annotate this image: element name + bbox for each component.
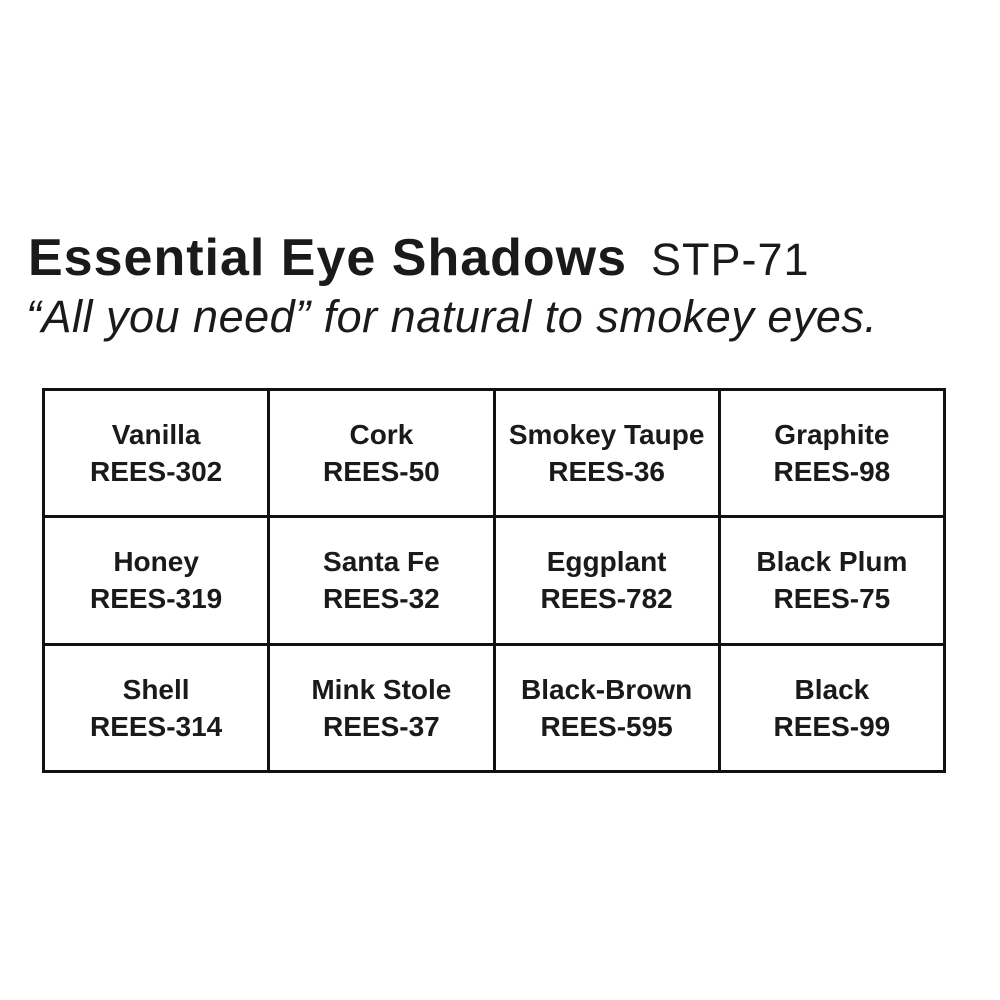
table-cell <box>269 644 494 771</box>
table-cell <box>269 517 494 644</box>
shade-code: REES-595 <box>540 710 673 742</box>
shade-code: REES-75 <box>773 583 891 615</box>
table-cell <box>44 644 269 771</box>
shade-code: REES-99 <box>773 710 891 742</box>
shade-name: Santa Fe <box>323 546 440 578</box>
shade-name: Vanilla <box>111 419 201 451</box>
shade-name: Cork <box>349 419 414 451</box>
shade-name: Black <box>794 673 870 705</box>
table-cell <box>494 644 719 771</box>
table-cell <box>719 517 944 644</box>
shade-code: REES-302 <box>89 456 223 488</box>
page-subtitle: “All you need” for natural to smokey eyes. <box>26 291 878 342</box>
table-cell <box>719 644 944 771</box>
shade-name: Black Plum <box>756 546 908 578</box>
table-cell <box>494 390 719 517</box>
shade-code: REES-319 <box>89 583 223 615</box>
shade-code: REES-98 <box>773 456 891 488</box>
shade-name: Mink Stole <box>311 673 452 705</box>
table-cell <box>44 390 269 517</box>
shade-code: REES-37 <box>323 710 440 742</box>
shade-code: REES-32 <box>323 583 440 615</box>
shade-table <box>42 388 946 773</box>
page-title: Essential Eye Shadows <box>28 229 628 287</box>
table-cell <box>719 390 944 517</box>
shade-code: REES-314 <box>89 710 223 742</box>
shade-name: Graphite <box>774 419 890 451</box>
shade-name: Black-Brown <box>521 673 693 705</box>
table-row <box>44 390 945 517</box>
table-cell <box>44 517 269 644</box>
table-cell <box>494 517 719 644</box>
shade-name: Smokey Taupe <box>508 419 705 451</box>
shade-code: REES-36 <box>548 456 665 488</box>
table-row <box>44 517 945 644</box>
table-row <box>44 644 945 771</box>
shade-name: Shell <box>122 673 190 705</box>
table-cell <box>269 390 494 517</box>
shade-name: Honey <box>113 546 199 578</box>
product-code: STP-71 <box>651 234 810 285</box>
shade-code: REES-50 <box>323 456 440 488</box>
shade-name: Eggplant <box>546 546 667 578</box>
page-header <box>28 228 810 288</box>
shade-code: REES-782 <box>540 583 673 615</box>
